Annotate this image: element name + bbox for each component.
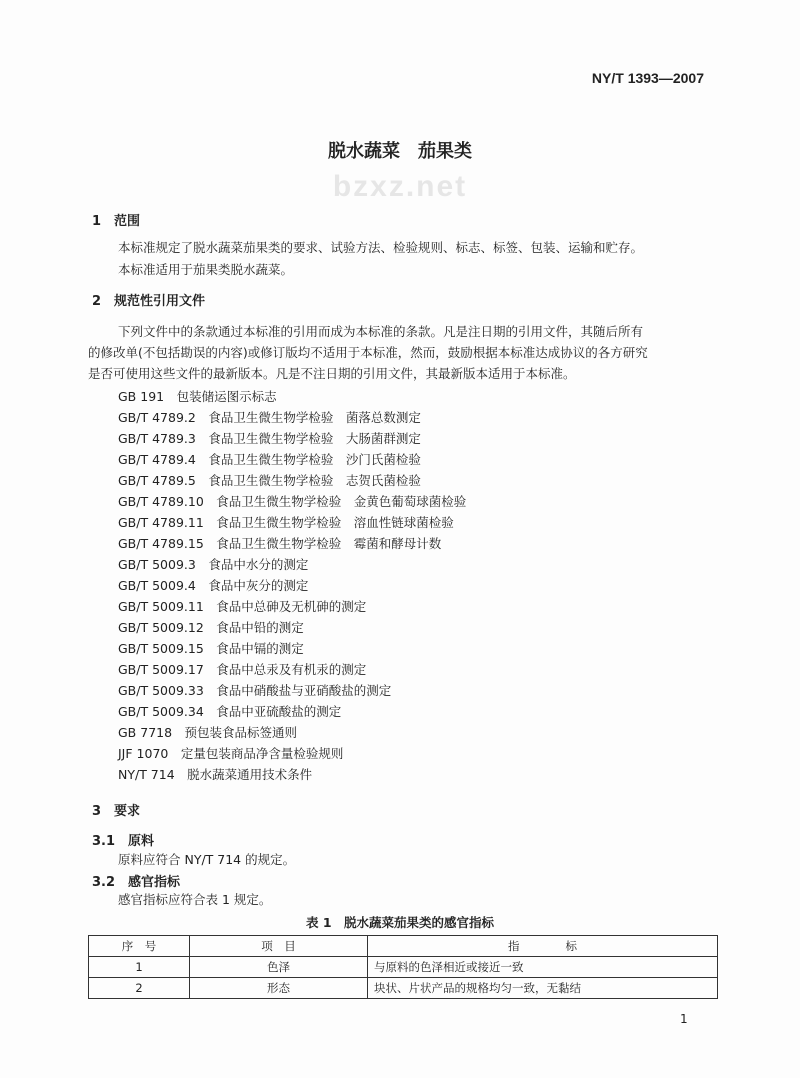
table-cell: 色泽 — [190, 957, 368, 978]
reference-item: GB 191 包装储运图示标志 — [118, 389, 277, 404]
reference-item: GB/T 4789.4 食品卫生微生物学检验 沙门氏菌检验 — [118, 452, 421, 467]
reference-item: GB/T 4789.5 食品卫生微生物学检验 志贺氏菌检验 — [118, 473, 421, 488]
reference-item: JJF 1070 定量包装商品净含量检验规则 — [118, 746, 344, 761]
watermark: bzxz.net — [332, 170, 468, 203]
table-cell: 1 — [89, 957, 190, 978]
reference-item: GB/T 5009.17 食品中总汞及有机汞的测定 — [118, 662, 367, 677]
section-3-1-heading: 3.1 原料 — [92, 834, 155, 849]
reference-item: GB/T 4789.2 食品卫生微生物学检验 菌落总数测定 — [118, 410, 421, 425]
header-cell: 序 号 — [89, 936, 190, 957]
paragraph: 下列文件中的条款通过本标准的引用而成为本标准的条款。凡是注日期的引用文件，其随后所有 — [118, 324, 644, 339]
reference-item: GB/T 5009.3 食品中水分的测定 — [118, 557, 309, 572]
reference-item: GB/T 5009.15 食品中镉的测定 — [118, 641, 304, 656]
paragraph: 原料应符合 NY/T 714 的规定。 — [118, 852, 296, 867]
table-cell: 形态 — [190, 978, 368, 999]
page-number: 1 — [680, 1012, 688, 1026]
reference-item: NY/T 714 脱水蔬菜通用技术条件 — [118, 767, 313, 782]
section-3-2-heading: 3.2 感官指标 — [92, 875, 181, 890]
reference-item: GB/T 4789.3 食品卫生微生物学检验 大肠菌群测定 — [118, 431, 421, 446]
standard-code: NY/T 1393—2007 — [591, 70, 704, 86]
reference-item: GB/T 5009.4 食品中灰分的测定 — [118, 578, 309, 593]
reference-item: GB/T 5009.12 食品中铅的测定 — [118, 620, 304, 635]
page-title: 脱水蔬菜 茄果类 — [328, 141, 472, 162]
reference-item: GB/T 4789.10 食品卫生微生物学检验 金黄色葡萄球菌检验 — [118, 494, 467, 509]
paragraph: 感官指标应符合表 1 规定。 — [118, 892, 272, 907]
header-cell: 项 目 — [190, 936, 368, 957]
reference-item: GB/T 4789.11 食品卫生微生物学检验 溶血性链球菌检验 — [118, 515, 454, 530]
reference-item: GB/T 5009.33 食品中硝酸盐与亚硝酸盐的测定 — [118, 683, 392, 698]
table-cell: 2 — [89, 978, 190, 999]
sensory-table — [88, 935, 718, 999]
table-caption: 表 1 脱水蔬菜茄果类的感官指标 — [305, 915, 495, 930]
section-2-heading: 2 规范性引用文件 — [92, 294, 206, 309]
table-row — [89, 978, 718, 999]
table-cell: 块状、片状产品的规格均匀一致，无黏结 — [368, 978, 718, 999]
reference-item: GB/T 4789.15 食品卫生微生物学检验 霉菌和酵母计数 — [118, 536, 442, 551]
table-row — [89, 957, 718, 978]
reference-item: GB/T 5009.34 食品中亚硫酸盐的测定 — [118, 704, 342, 719]
reference-item: GB/T 5009.11 食品中总砷及无机砷的测定 — [118, 599, 367, 614]
paragraph: 是否可使用这些文件的最新版本。凡是不注日期的引用文件，其最新版本适用于本标准。 — [88, 366, 576, 381]
reference-item: GB 7718 预包装食品标签通则 — [118, 725, 298, 740]
table-header-row — [89, 936, 718, 957]
paragraph: 的修改单(不包括勘误的内容)或修订版均不适用于本标准，然而，鼓励根据本标准达成协议的各方研究 — [88, 345, 648, 360]
table-cell: 与原料的色泽相近或接近一致 — [368, 957, 718, 978]
paragraph: 本标准适用于茄果类脱水蔬菜。 — [118, 262, 294, 277]
section-3-heading: 3 要求 — [92, 804, 141, 819]
section-1-heading: 1 范围 — [92, 214, 141, 229]
paragraph: 本标准规定了脱水蔬菜茄果类的要求、试验方法、检验规则、标志、标签、包装、运输和贮存。 — [118, 240, 644, 255]
header-cell: 指 标 — [368, 936, 718, 957]
